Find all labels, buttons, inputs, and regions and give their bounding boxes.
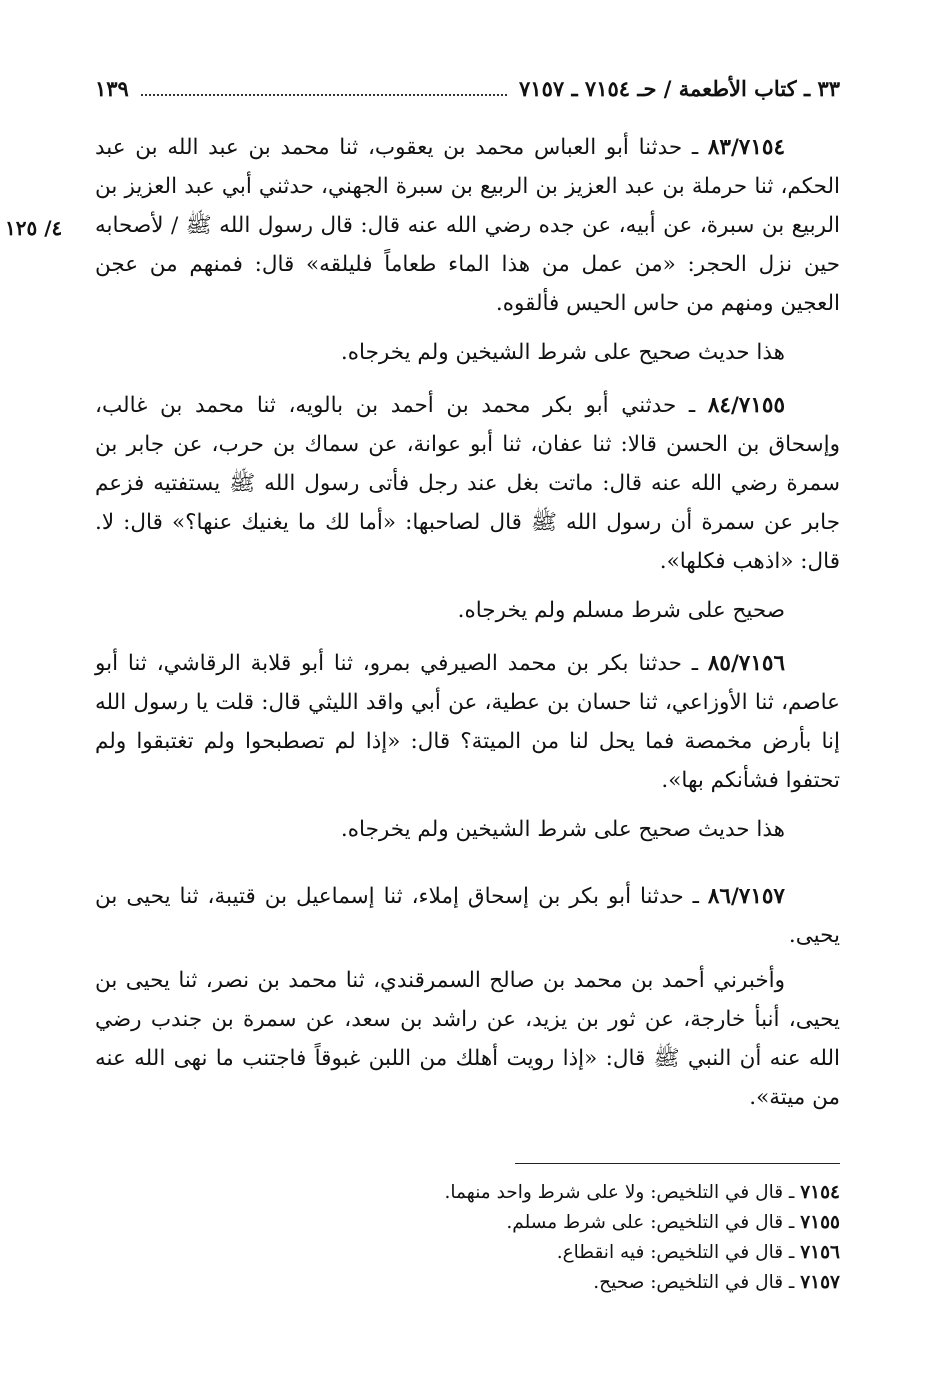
footnote — [300, 1178, 840, 1208]
footnote-number: ٧١٥٧ — [800, 1272, 840, 1293]
hadith-text: ـ حدثنا بكر بن محمد الصيرفي بمرو، ثنا أبو قلابة الرقاشي، ثنا أبو عاصم، ثنا الأوزاعي، ثنا حسان بن عطية، عن أبي واقد الليثي قال: قلت يا رسول الله إنا بأرض مخمصة فما يحل لنا من الميتة؟ قال: «إذا لم تصطبحوا ولم تغتبقوا ولم تحتفوا فشأنكم بها». — [95, 651, 840, 793]
page-number: ١٣٩ — [95, 75, 129, 101]
footnotes — [300, 1178, 840, 1298]
header-dot-leader — [141, 80, 507, 96]
footnote-text: ـ قال في التلخيص: صحيح. — [593, 1272, 795, 1293]
footnote — [300, 1208, 840, 1238]
footnote-text: ـ قال في التلخيص: ولا على شرط واحد منهما. — [444, 1182, 795, 1203]
hadith-7157 — [95, 877, 840, 955]
hadith-number: ٨٥/٧١٥٦ — [707, 651, 785, 676]
header-title: ٣٣ ـ كتاب الأطعمة / حـ ٧١٥٤ ـ ٧١٥٧ — [519, 75, 840, 101]
hadith-number: ٨٤/٧١٥٥ — [707, 393, 785, 418]
margin-note: ٤/ ١٢٥ — [5, 216, 63, 240]
hadith-text: ـ حدثنا أبو العباس محمد بن يعقوب، ثنا محمد بن عبد الله بن عبد الحكم، ثنا حرملة بن عبد العزيز بن الربيع بن سبرة الجهني، حدثني أبي عبد العزيز بن الربيع بن سبرة، عن أبيه، عن جده رضي الله عنه قال: قال رسول الله ﷺ / لأصحابه حين نزل الحجر: «من عمل من هذا الماء طعاماً فليلقه» قال: فمنهم من عجن العجين ومنهم من حاس الحيس فألقوه. — [95, 135, 840, 316]
hadith-7155 — [95, 386, 840, 581]
footnote-text: ـ قال في التلخيص: على شرط مسلم. — [506, 1212, 795, 1233]
footnote — [300, 1268, 840, 1298]
hadith-number: ٨٣/٧١٥٤ — [707, 135, 785, 160]
footnote-number: ٧١٥٤ — [800, 1182, 840, 1203]
hadith-number: ٨٦/٧١٥٧ — [707, 884, 785, 909]
hadith-text: ـ حدثني أبو بكر محمد بن أحمد بن بالويه، ثنا محمد بن غالب، وإسحاق بن الحسن قالا: ثنا عفان، ثنا أبو عوانة، عن سماك بن حرب، عن جابر بن سمرة رضي الله عنه قال: ماتت بغل عند رجل فأتى رسول الله ﷺ يستفتيه فزعم جابر عن سمرة أن رسول الله ﷺ قال لصاحبها: «أما لك ما يغنيك عنها؟» قال: لا. قال: «اذهب فكلها». — [95, 393, 840, 574]
footnote — [300, 1238, 840, 1268]
hadith-grade: صحيح على شرط مسلم ولم يخرجاه. — [457, 598, 785, 623]
footnote-number: ٧١٥٦ — [800, 1242, 840, 1263]
hadith-7156 — [95, 644, 840, 800]
hadith-grade: هذا حديث صحيح على شرط الشيخين ولم يخرجاه. — [340, 817, 785, 842]
main-text — [95, 128, 840, 1123]
footnote-text: ـ قال في التلخيص: فيه انقطاع. — [556, 1242, 795, 1263]
hadith-grade: هذا حديث صحيح على شرط الشيخين ولم يخرجاه. — [340, 340, 785, 365]
running-header — [95, 68, 840, 108]
spacer — [95, 863, 840, 877]
footnote-divider — [515, 1163, 840, 1164]
footnote-number: ٧١٥٥ — [800, 1212, 840, 1233]
hadith-continuation: وأخبرني أحمد بن محمد بن صالح السمرقندي، ثنا محمد بن نصر، ثنا يحيى بن يحيى، أنبأ خارجة، عن ثور بن يزيد، عن راشد بن سعد، عن سمرة بن جندب رضي الله عنه أن النبي ﷺ قال: «إذا رويت أهلك من اللبن غبوقاً فاجتنب ما نهى الله عنه من ميتة». — [95, 968, 840, 1110]
hadith-7154 — [95, 128, 840, 323]
hadith-text: ـ حدثنا أبو بكر بن إسحاق إملاء، ثنا إسماعيل بن قتيبة، ثنا يحيى بن يحيى. — [95, 884, 840, 948]
